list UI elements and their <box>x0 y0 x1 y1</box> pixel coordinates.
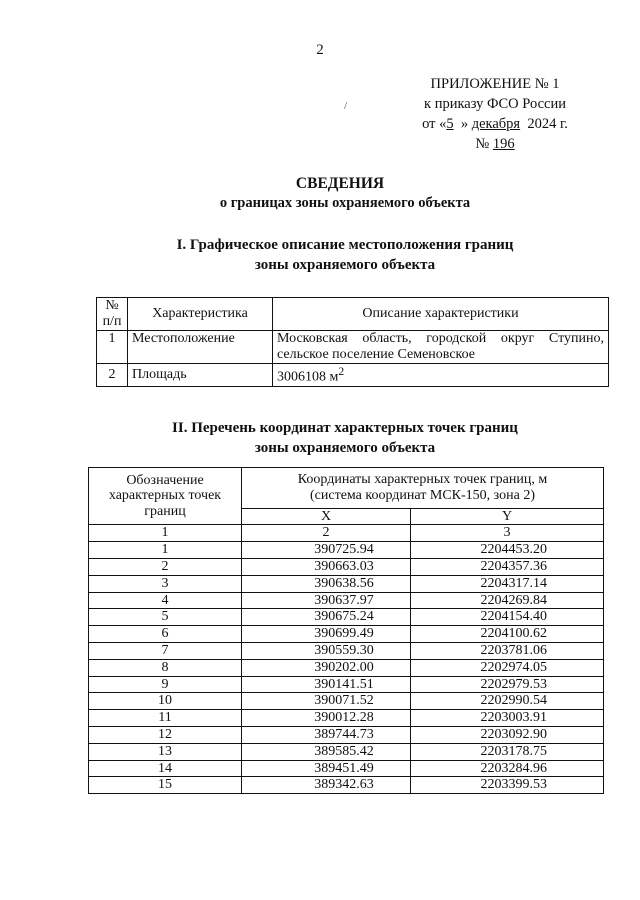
coord-y: 2203178.75 <box>411 743 604 760</box>
header-x: X <box>242 508 411 525</box>
section-1-line1: I. Графическое описание местоположения границ <box>176 237 514 253</box>
coordinates-table <box>88 467 604 794</box>
point-number: 2 <box>89 558 242 575</box>
coord-y: 2203003.91 <box>411 710 604 727</box>
point-number: 13 <box>89 743 242 760</box>
coordinates-header-row <box>89 468 604 509</box>
table-row <box>89 542 604 559</box>
point-number: 15 <box>89 777 242 794</box>
index-cell: 3 <box>411 525 604 542</box>
coord-x: 390637.97 <box>242 592 411 609</box>
table-row <box>89 726 604 743</box>
coord-y: 2202990.54 <box>411 693 604 710</box>
section-1-heading <box>0 235 640 275</box>
row-num: 2 <box>97 364 128 387</box>
header-description: Описание характеристики <box>273 298 609 331</box>
page-number: 2 <box>316 42 324 58</box>
number-prefix: № <box>475 136 490 152</box>
section-2-heading <box>0 418 640 458</box>
index-cell: 2 <box>242 525 411 542</box>
section-2-line1: II. Перечень координат характерных точек границ <box>172 420 518 436</box>
coord-x: 390725.94 <box>242 542 411 559</box>
point-number: 6 <box>89 626 242 643</box>
date-mid: » <box>460 116 469 132</box>
table-row <box>89 710 604 727</box>
point-number: 9 <box>89 676 242 693</box>
coord-y: 2203781.06 <box>411 642 604 659</box>
location-table <box>96 297 609 387</box>
row-value: Московская область, городской округ Ступино, сельское поселение Семеновское <box>273 331 609 364</box>
coord-x: 390012.28 <box>242 710 411 727</box>
row-name: Площадь <box>128 364 273 387</box>
date-prefix: от « <box>422 116 447 132</box>
point-number: 4 <box>89 592 242 609</box>
header-characteristic: Характеристика <box>128 298 273 331</box>
coord-x: 390638.56 <box>242 575 411 592</box>
table-row <box>89 642 604 659</box>
coord-x: 390559.30 <box>242 642 411 659</box>
area-unit-exponent: 2 <box>338 365 345 378</box>
point-number: 7 <box>89 642 242 659</box>
table-row <box>89 558 604 575</box>
date-month: декабря <box>471 116 521 132</box>
coord-x: 390663.03 <box>242 558 411 575</box>
point-number: 1 <box>89 542 242 559</box>
document-title: СВЕДЕНИЯ <box>295 175 385 192</box>
section-2-line2: зоны охраняемого объекта <box>254 440 436 456</box>
section-1-line2: зоны охраняемого объекта <box>254 257 436 273</box>
area-value: 3006108 м <box>277 369 339 385</box>
point-number: 5 <box>89 609 242 626</box>
table-row <box>89 592 604 609</box>
coord-x: 390675.24 <box>242 609 411 626</box>
appendix-block <box>395 74 595 154</box>
header-num: № п/п <box>97 298 128 331</box>
appendix-title: ПРИЛОЖЕНИЕ № 1 <box>430 76 560 92</box>
table-row <box>89 777 604 794</box>
coord-x: 390141.51 <box>242 676 411 693</box>
coord-y: 2204357.36 <box>411 558 604 575</box>
table-row <box>89 659 604 676</box>
coord-y: 2204100.62 <box>411 626 604 643</box>
coord-y: 2203284.96 <box>411 760 604 777</box>
point-number: 3 <box>89 575 242 592</box>
table-row <box>89 609 604 626</box>
coord-x: 390699.49 <box>242 626 411 643</box>
coord-x: 389451.49 <box>242 760 411 777</box>
table-row <box>89 743 604 760</box>
column-index-row <box>89 525 604 542</box>
row-num: 1 <box>97 331 128 364</box>
coord-y: 2204317.14 <box>411 575 604 592</box>
date-year: 2024 г. <box>527 116 568 132</box>
table-row <box>97 331 609 364</box>
coord-x: 390071.52 <box>242 693 411 710</box>
coord-x: 390202.00 <box>242 659 411 676</box>
coord-y: 2202979.53 <box>411 676 604 693</box>
coord-x: 389585.42 <box>242 743 411 760</box>
table-row <box>89 676 604 693</box>
row-name: Местоположение <box>128 331 273 364</box>
row-value-area <box>273 364 609 387</box>
point-number: 11 <box>89 710 242 727</box>
point-number: 12 <box>89 726 242 743</box>
point-number: 10 <box>89 693 242 710</box>
date-day: 5 <box>446 116 454 132</box>
coord-x: 389342.63 <box>242 777 411 794</box>
header-y: Y <box>411 508 604 525</box>
table-row <box>89 626 604 643</box>
table-row <box>89 760 604 777</box>
header-point-designation: Обозначение характерных точек границ <box>89 468 242 525</box>
table-row <box>89 575 604 592</box>
coordinates-table-body <box>89 468 604 794</box>
coord-y: 2202974.05 <box>411 659 604 676</box>
index-cell: 1 <box>89 525 242 542</box>
coord-y: 2204269.84 <box>411 592 604 609</box>
coord-x: 389744.73 <box>242 726 411 743</box>
table-row <box>97 364 609 387</box>
coord-y: 2204154.40 <box>411 609 604 626</box>
coord-y: 2204453.20 <box>411 542 604 559</box>
coord-y: 2203399.53 <box>411 777 604 794</box>
appendix-date-line <box>395 114 595 134</box>
header-coordinates: Координаты характерных точек границ, м (система координат МСК-150, зона 2) <box>242 468 604 509</box>
coord-y: 2203092.90 <box>411 726 604 743</box>
point-number: 14 <box>89 760 242 777</box>
table-row <box>89 693 604 710</box>
order-number: 196 <box>492 136 515 152</box>
appendix-number-line <box>395 134 595 154</box>
appendix-order-line: к приказу ФСО России <box>424 96 566 112</box>
location-table-header <box>97 298 609 331</box>
point-number: 8 <box>89 659 242 676</box>
document-subtitle: о границах зоны охраняемого объекта <box>219 195 471 211</box>
stray-pen-mark: / <box>344 100 348 112</box>
